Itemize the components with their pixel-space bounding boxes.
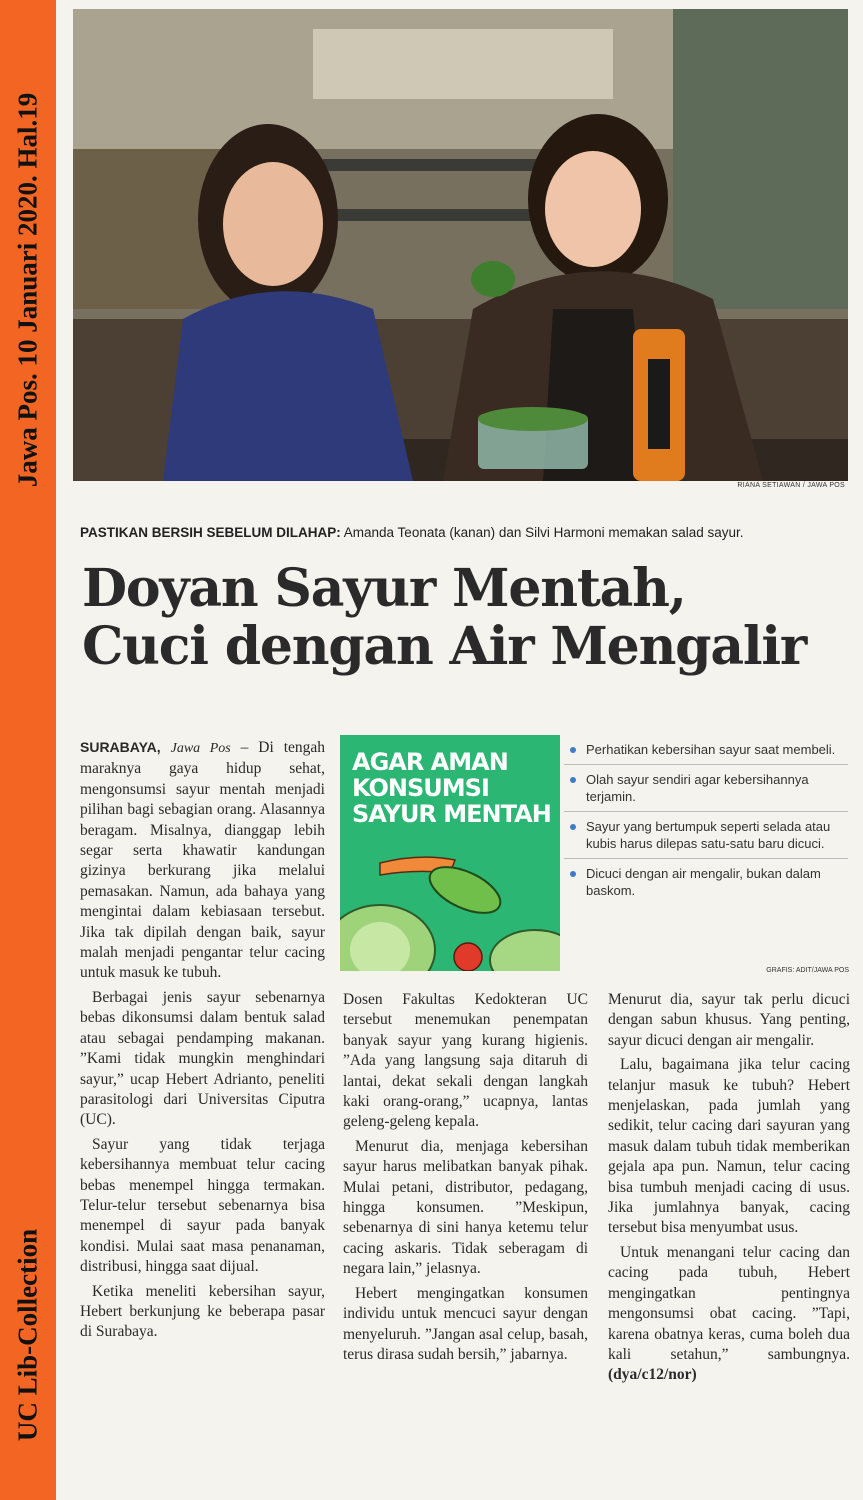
paragraph: Lalu, bagaimana jika telur cacing telanjur masuk ke tubuh? Hebert menjelaskan, pada jumlah yang sedikit, telur cacing dari sayuran yang masuk dalam tubuh tidak memberikan gejala apa pun. Namun, telur cacing bisa tumbuh menjadi cacing di usus. Jika jumlahnya banyak, cacing tersebut bisa menyumbat usus. (608, 1056, 850, 1237)
photo-caption (80, 525, 744, 540)
list-item: Dicuci dengan air mengalir, bukan dalam baskom. (564, 859, 848, 905)
signoff: (dya/c12/nor) (608, 1366, 697, 1384)
caption-lead: PASTIKAN BERSIH SEBELUM DILAHAP: (80, 525, 341, 540)
dateline-city: SURABAYA, (80, 739, 161, 755)
tips-list (564, 735, 848, 905)
paragraph: Menurut dia, menjaga kebersihan sayur harus melibatkan banyak pihak. Mulai petani, distributor, pedagang, hingga konsumen. ”Meskipun, sebenarnya di sini hanya ketemu telur cacing askaris. Tidak seberagam di negara lain,” jelasnya. (343, 1137, 588, 1278)
paragraph (608, 1243, 850, 1386)
dateline-paper: Jawa Pos (170, 741, 231, 756)
paragraph: Sayur yang tidak terjaga kebersihannya membuat telur cacing bebas menempel hingga termakan. Telur-telur tersebut sebenarnya bisa menempel di sayur pada banyak kondisi. Mulai saat masa penanaman, distribusi, hingga saat dijual. (80, 1135, 325, 1276)
paragraph (80, 737, 325, 984)
paragraph: Hebert mengingatkan konsumen individu untuk mencuci sayur dengan menyeluruh. ”Jangan asal celup, basah, terus dirasa sudah bersih,” jabarnya. (343, 1284, 588, 1363)
orange-sidebar (0, 0, 56, 1500)
info-box (340, 735, 848, 973)
bullet-icon (570, 777, 576, 783)
paragraph: Ketika meneliti kebersihan sayur, Hebert berkunjung ke beberapa pasar di Surabaya. (80, 1282, 325, 1341)
article-column-3 (608, 990, 850, 1390)
paragraph-text: Untuk menangani telur cacing dan cacing pada tubuh, Hebert mengingatkan pentingnya mengonsumsi obat cacing. ”Tapi, karena obatnya keras, cuma boleh dua kali setahun,” sambungnya. (608, 1243, 850, 1363)
paragraph-text: – Di tengah maraknya gaya hidup sehat, mengonsumsi sayur mentah menjadi pilihan bagi sebagian orang. Alasannya beragam. Misalnya, dianggap lebih segar serta khawatir kandungan gizinya berkurang jika melalui pemasakan. Namun, ada bahaya yang mengintai dalam kebiasaan tersebut. Jika tak dipilah dengan baik, sayur malah menjadi pengantar telur cacing untuk masuk ke tubuh. (80, 739, 326, 982)
paragraph: Dosen Fakultas Kedokteran UC tersebut menemukan penempatan banyak sayur yang kurang higienis. ”Ada yang langsung saja ditaruh di lantai, dekat sekali dengan langkah kaki orang-orang,” ucapnya, lantas geleng-geleng kepala. (343, 991, 588, 1131)
bullet-icon (570, 871, 576, 877)
caption-text: Amanda Teonata (kanan) dan Silvi Harmoni memakan salad sayur. (340, 525, 744, 540)
bullet-icon (570, 824, 576, 830)
graphic-credit: GRAFIS: ADIT/JAWA POS (766, 967, 849, 974)
article-photo (73, 9, 848, 481)
list-item: Olah sayur sendiri agar kebersihannya terjamin. (564, 765, 848, 812)
collection-label: UC Lib-Collection (12, 1228, 43, 1442)
info-box-graphic (340, 735, 560, 971)
info-box-title: AGAR AMAN KONSUMSI SAYUR MENTAH (352, 748, 551, 828)
headline-line-1: Doyan Sayur Mentah, (82, 558, 686, 619)
headline-line-2: Cuci dengan Air Mengalir (82, 616, 807, 677)
photo-credit: RIANA SETIAWAN / JAWA POS (737, 482, 845, 489)
paragraph: Menurut dia, sayur tak perlu dicuci dengan sabun khusus. Yang penting, sayur dicuci dengan air mengalir. (608, 991, 850, 1049)
list-item: Sayur yang bertumpuk seperti selada atau kubis harus dilepas satu-satu baru dicuci. (564, 812, 848, 859)
list-item: Perhatikan kebersihan sayur saat membeli. (564, 735, 848, 765)
source-label: Jawa Pos. 10 Januari 2020. Hal.19 (12, 92, 43, 488)
headline (82, 560, 852, 676)
article-column-2 (343, 990, 588, 1369)
paragraph: Berbagai jenis sayur sebenarnya bebas dikonsumsi dalam bentuk salad atau sebagai pendamping makanan. ”Kami tidak mungkin menghindari sayur,” ucap Hebert Adrianto, peneliti parasitologi dari Universitas Ciputra (UC). (80, 988, 325, 1129)
vegetable-illustration (340, 735, 560, 971)
bullet-icon (570, 747, 576, 753)
article-column-1 (80, 737, 325, 1347)
